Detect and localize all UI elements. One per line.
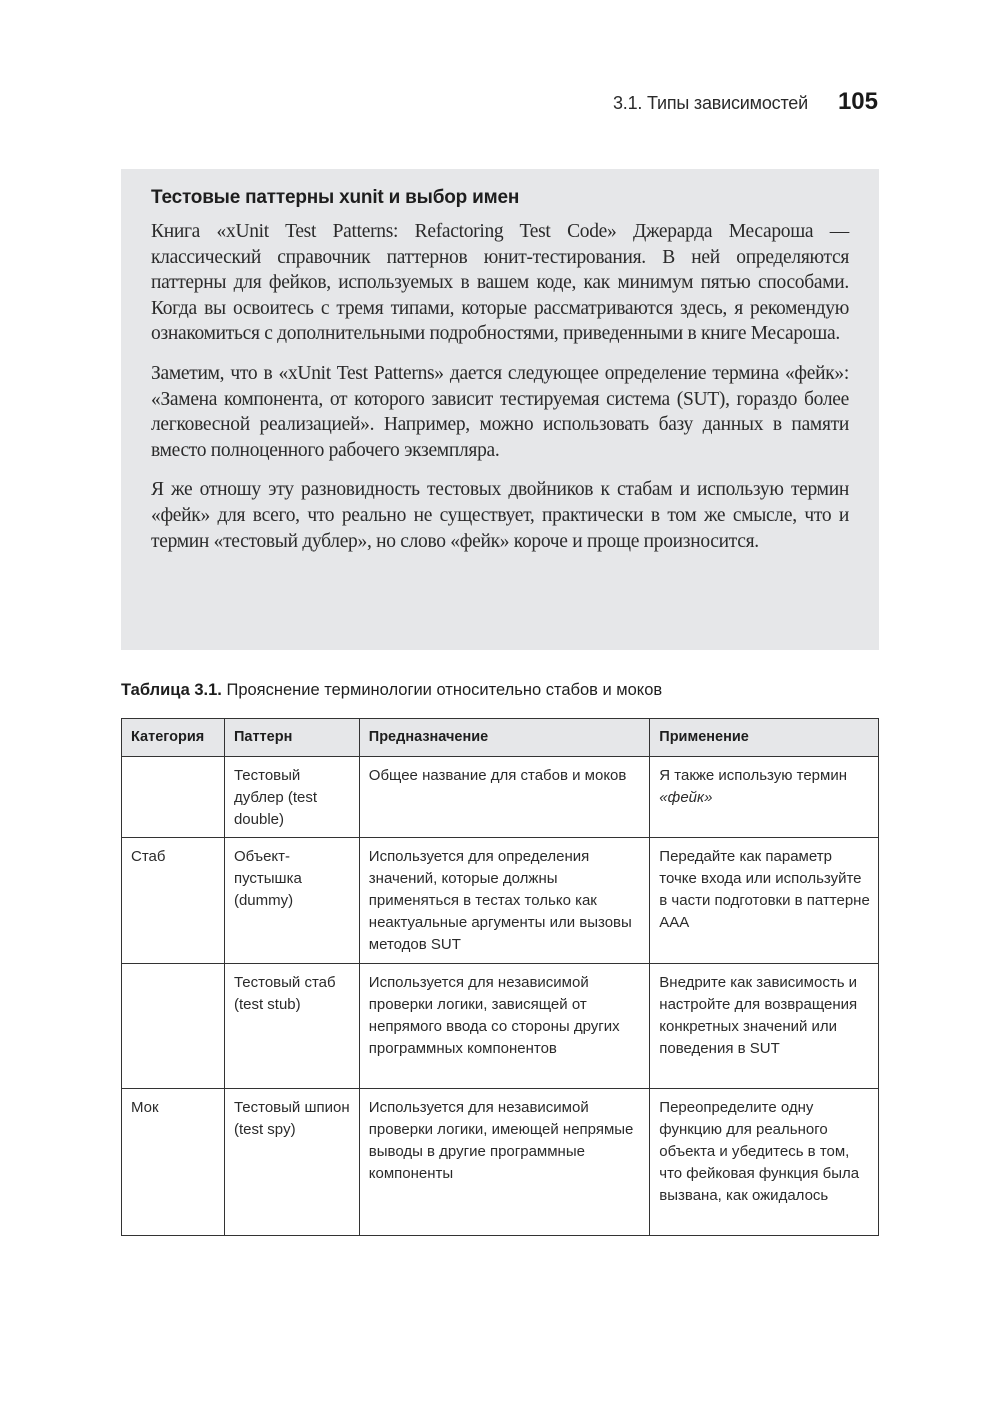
usage-italic-term: «фейк» — [659, 788, 713, 806]
table-row — [122, 964, 879, 1089]
table-caption — [121, 681, 662, 700]
table-row — [122, 838, 879, 964]
table-row — [122, 757, 879, 838]
sidebar-paragraph: Я же отношу эту разновидность тестовых двойников к стабам и использую термин «фейк» для всего, что реально не существует, практически в том же смысле, что и термин «тестовый дублер», но слово «фейк» короче и проще произносится. — [151, 479, 849, 552]
header-pattern: Паттерн — [224, 719, 359, 757]
table-header-row — [122, 719, 879, 757]
table-row — [122, 1089, 879, 1236]
cell-purpose: Используется для независимой проверки логики, имеющей непрямые выводы в другие программные компоненты — [359, 1089, 650, 1236]
sidebar-box — [121, 169, 879, 650]
cell-category: Мок — [122, 1089, 225, 1236]
cell-purpose: Общее название для стабов и моков — [359, 757, 650, 838]
cell-pattern: Объект-пустышка (dummy) — [224, 838, 359, 964]
sidebar-title: Тестовые паттерны xunit и выбор имен — [151, 187, 520, 208]
cell-usage: Передайте как параметр точке входа или используйте в части подготовки в паттерне AAA — [650, 838, 879, 964]
cell-purpose: Используется для независимой проверки логики, зависящей от непрямого ввода со стороны других программных компонентов — [359, 964, 650, 1089]
header-usage: Применение — [650, 719, 879, 757]
cell-usage — [650, 757, 879, 838]
cell-category — [122, 757, 225, 838]
running-head — [613, 88, 878, 116]
header-purpose: Предназначение — [359, 719, 650, 757]
cell-pattern: Тестовый шпион (test spy) — [224, 1089, 359, 1236]
terminology-table — [121, 718, 879, 1236]
page-number: 105 — [837, 88, 878, 115]
header-category: Категория — [122, 719, 225, 757]
section-title: 3.1. Типы зависимостей — [612, 93, 808, 113]
table-caption-label: Таблица 3.1. — [121, 681, 222, 699]
usage-text: Я также использую термин — [659, 767, 848, 784]
cell-pattern: Тестовый стаб (test stub) — [224, 964, 359, 1089]
cell-category — [122, 964, 225, 1089]
cell-usage: Внедрите как зависимость и настройте для возвращения конкретных значений или поведения в SUT — [650, 964, 879, 1089]
table-caption-text: Прояснение терминологии относительно стабов и моков — [221, 681, 663, 699]
sidebar-paragraph: Заметим, что в «xUnit Test Patterns» дается следующее определение термина «фейк»: «Замена компонента, от которого зависит тестируемая система (SUT), гораздо более легковесной реализацией». Например, можно использовать базу данных в памяти вместо полноценного рабочего экземпляра. — [151, 362, 849, 461]
cell-usage: Переопределите одну функцию для реального объекта и убедитесь в том, что фейковая функция была вызвана, как ожидалось — [650, 1089, 879, 1236]
sidebar-paragraph: Книга «xUnit Test Patterns: Refactoring Test Code» Джерарда Месароша — классический справочник паттернов юнит-тестирования. В ней определяются паттерны для фейков, используемых в вашем коде, как минимум пятью способами. Когда вы освоитесь с тремя типами, которые рассматриваются здесь, я рекомендую ознакомиться с дополнительными подробностями, приведенными в книге Месароша. — [151, 221, 849, 345]
cell-purpose: Используется для определения значений, которые должны применяться в тестах только как неактуальные аргументы или вызовы методов SUT — [359, 838, 650, 964]
cell-pattern: Тестовый дублер (test double) — [224, 757, 359, 838]
cell-category: Стаб — [122, 838, 225, 964]
